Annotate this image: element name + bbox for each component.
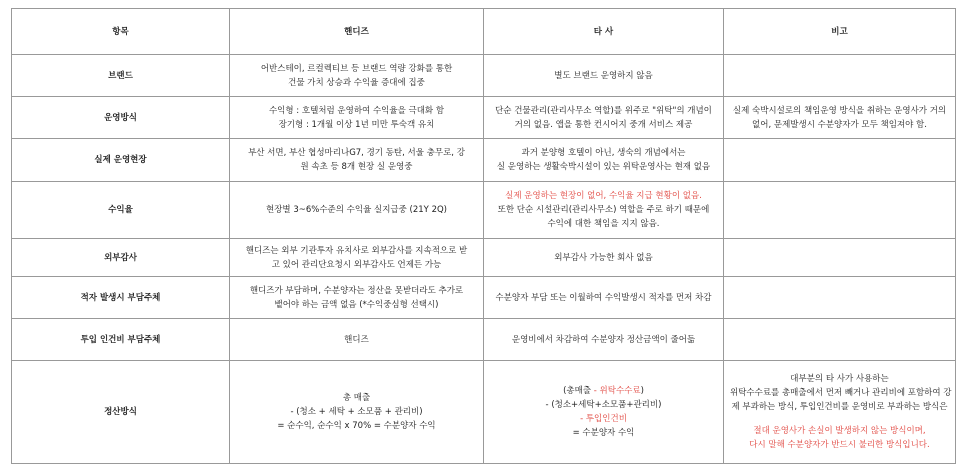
cell-note-sites (724, 139, 956, 182)
table-row (12, 277, 956, 319)
table-row (12, 319, 956, 361)
labor-cost-text: - 투입인건비 (580, 414, 627, 424)
cell-handys-deficit: 핸디즈가 부담하며, 수분양자는 정산을 못받더라도 추가로 뱉어야 하는 금액 없음 (*수익중심형 선택시) (230, 277, 484, 319)
row-label-yield: 수익율 (12, 182, 230, 239)
header-handys: 핸디즈 (230, 9, 484, 55)
warning-text: 다시 말해 수분양자가 반드시 불리한 방식입니다. (749, 440, 930, 450)
table-row (12, 139, 956, 182)
cell-note-brand (724, 55, 956, 97)
cell-others-brand: 별도 브랜드 운영하지 않음 (484, 55, 724, 97)
header-others: 타 사 (484, 9, 724, 55)
cell-handys-brand: 어반스테이, 르컬렉티브 등 브랜드 역량 강화를 통한 건물 가치 상승과 수익율 증대에 집중 (230, 55, 484, 97)
cell-note-yield (724, 182, 956, 239)
cell-others-operation: 단순 건물관리(관리사무소 역할)를 위주로 "위탁"의 개념이 거의 없음. 앱을 통한 컨시어지 중개 서비스 제공 (484, 97, 724, 139)
row-label-labor: 투입 인건비 부담주체 (12, 319, 230, 361)
header-row (12, 9, 956, 55)
row-label-operation: 운영방식 (12, 97, 230, 139)
row-label-settlement: 정산방식 (12, 361, 230, 464)
header-item: 항목 (12, 9, 230, 55)
cell-handys-settlement: 총 매출 - (청소 + 세탁 + 소모품 + 관리비) = 순수익, 순수익 x 70% = 수분양자 수익 (230, 361, 484, 464)
cell-others-yield: 실제 운영하는 현장이 없어, 수익율 지급 현황이 없음. 또한 단순 시설관리(관리사무소) 역할을 주로 하기 때문에 수익에 대한 책임을 지지 않음. (484, 182, 724, 239)
row-label-audit: 외부감사 (12, 239, 230, 277)
cell-handys-operation: 수익형 : 호텔처럼 운영하여 수익율을 극대화 함 장기형 : 1개월 이상 1년 미만 투숙객 유치 (230, 97, 484, 139)
commission-fee-text: - 위탁수수료 (593, 386, 641, 396)
table-row (12, 55, 956, 97)
table-row (12, 97, 956, 139)
cell-handys-yield: 현장별 3~6%수준의 수익율 실지급중 (21Y 2Q) (230, 182, 484, 239)
cell-handys-sites: 부산 서면, 부산 협성마리나G7, 경기 동탄, 서울 충무로, 강 원 속초 등 8개 현장 실 운영중 (230, 139, 484, 182)
warning-text: 실제 운영하는 현장이 없어, 수익율 지급 현황이 없음. (505, 191, 702, 201)
header-note: 비고 (724, 9, 956, 55)
cell-others-sites: 과거 분양형 호텔이 아닌, 생숙의 개념에서는 실 운영하는 생활숙박시설이 있는 위탁운영사는 현재 없음 (484, 139, 724, 182)
cell-others-settlement: (총매출 - 위탁수수료) - (청소+세탁+소모품+관리비) - 투입인건비 = 수분양자 수익 (484, 361, 724, 464)
cell-note-audit (724, 239, 956, 277)
cell-others-labor: 운영비에서 차감하여 수분양자 정산금액이 줄어듦 (484, 319, 724, 361)
table-row (12, 239, 956, 277)
cell-note-operation: 실제 숙박시설로의 책임운영 방식을 취하는 운영사가 거의 없어, 문제발생시 수분양자가 모두 책임져야 함. (724, 97, 956, 139)
cell-handys-audit: 핸디즈는 외부 기관투자 유치사로 외부감사를 지속적으로 받 고 있어 관리단요청시 외부감사도 언제든 가능 (230, 239, 484, 277)
table-row (12, 361, 956, 464)
row-label-deficit: 적자 발생시 부담주체 (12, 277, 230, 319)
cell-handys-labor: 핸디즈 (230, 319, 484, 361)
cell-note-deficit (724, 277, 956, 319)
cell-note-settlement: 대부분의 타 사가 사용하는 위탁수수료를 총매출에서 먼저 빼거나 관리비에 포함하여 강 제 부과하는 방식, 투입인건비를 운영비로 부과하는 방식은 절대 운영사가 손실이 발생하지 않는 방식이며, 다시 말해 수분양자가 반드시 불리한 방식입니다. (724, 361, 956, 464)
row-label-sites: 실제 운영현장 (12, 139, 230, 182)
cell-note-labor (724, 319, 956, 361)
comparison-table (11, 8, 956, 464)
warning-text: 절대 운영사가 손실이 발생하지 않는 방식이며, (753, 426, 926, 436)
cell-others-audit: 외부감사 가능한 회사 없음 (484, 239, 724, 277)
table-row (12, 182, 956, 239)
row-label-brand: 브랜드 (12, 55, 230, 97)
cell-others-deficit: 수분양자 부담 또는 이월하여 수익발생시 적자를 먼저 차감 (484, 277, 724, 319)
